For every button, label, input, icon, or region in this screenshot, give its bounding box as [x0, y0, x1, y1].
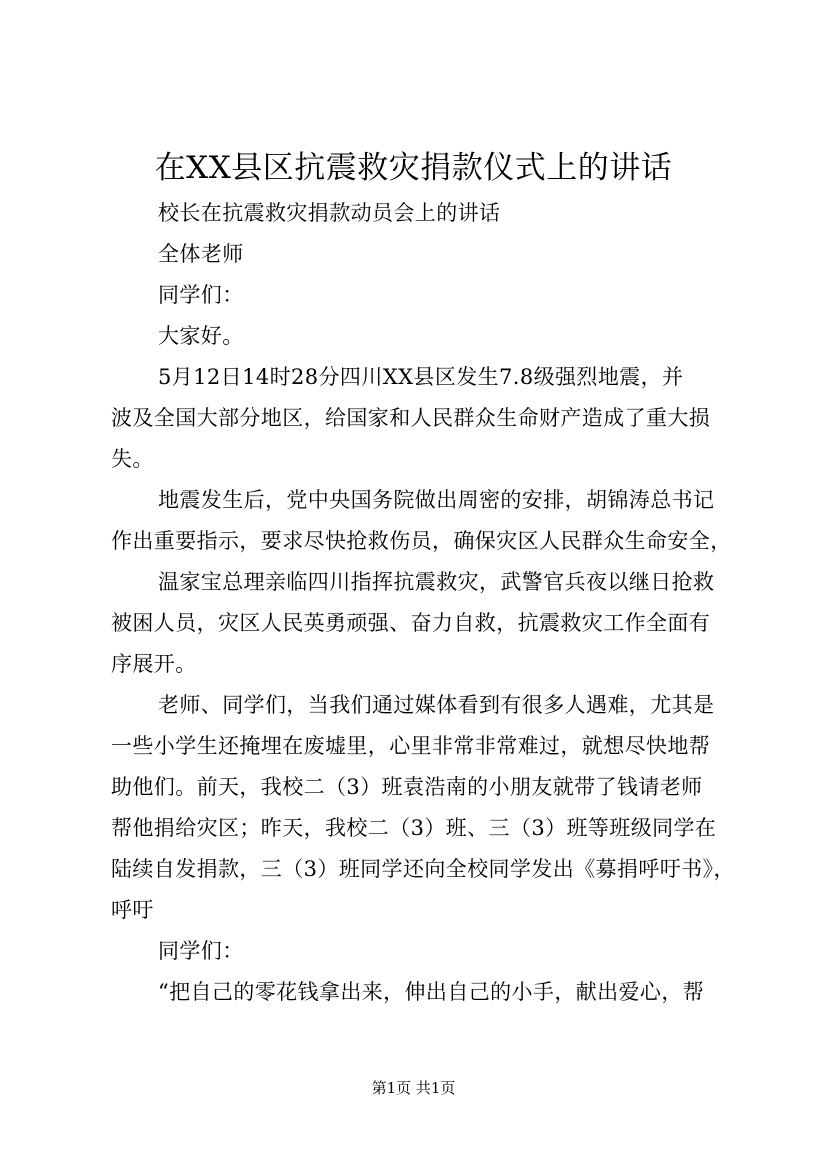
body-line: 校长在抗震救灾捐款动员会上的讲话 [158, 201, 501, 225]
body-line: 助他们。前天，我校二（3）班袁浩南的小朋友就带了钱请老师 [111, 775, 703, 799]
body-line: 帮他捐给灾区；昨天，我校二（3）班、三（3）班等班级同学在 [111, 816, 717, 840]
document-body [111, 193, 735, 1013]
body-line: 温家宝总理亲临四川指挥抗震救灾，武警官兵夜以继日抢救 [158, 570, 715, 594]
body-line: 波及全国大部分地区，给国家和人民群众生命财产造成了重大损 [111, 406, 711, 430]
body-line: 同学们： [158, 283, 244, 307]
body-line: 序展开。 [111, 652, 197, 676]
body-line: 一些小学生还掩埋在废墟里，心里非常非常难过，就想尽快地帮 [111, 734, 711, 758]
body-line: 失。 [111, 447, 154, 471]
body-line: 5月12日14时28分四川XX县区发生7.8级强烈地震，并 [158, 365, 684, 389]
page-footer: 第1页 共1页 [371, 1079, 456, 1097]
body-line: 地震发生后，党中央国务院做出周密的安排，胡锦涛总书记 [158, 488, 715, 512]
body-line: 被困人员，灾区人民英勇顽强、奋力自救，抗震救灾工作全面有 [111, 611, 711, 635]
body-line: 同学们： [158, 939, 244, 963]
body-line: 呼吁 [111, 898, 154, 922]
body-line: 作出重要指示，要求尽快抢救伤员，确保灾区人民群众生命安全， [111, 529, 732, 553]
body-line: 陆续自发捐款，三（3）班同学还向全校同学发出《募捐呼吁书》， [111, 857, 735, 881]
body-line: 全体老师 [158, 242, 244, 266]
body-line: “把自己的零花钱拿出来，伸出自己的小手，献出爱心，帮 [158, 980, 705, 1004]
body-line: 老师、同学们，当我们通过媒体看到有很多人遇难，尤其是 [158, 693, 715, 717]
document-title: 在XX县区抗震救灾捐款仪式上的讲话 [154, 150, 673, 186]
body-line: 大家好。 [158, 324, 244, 348]
